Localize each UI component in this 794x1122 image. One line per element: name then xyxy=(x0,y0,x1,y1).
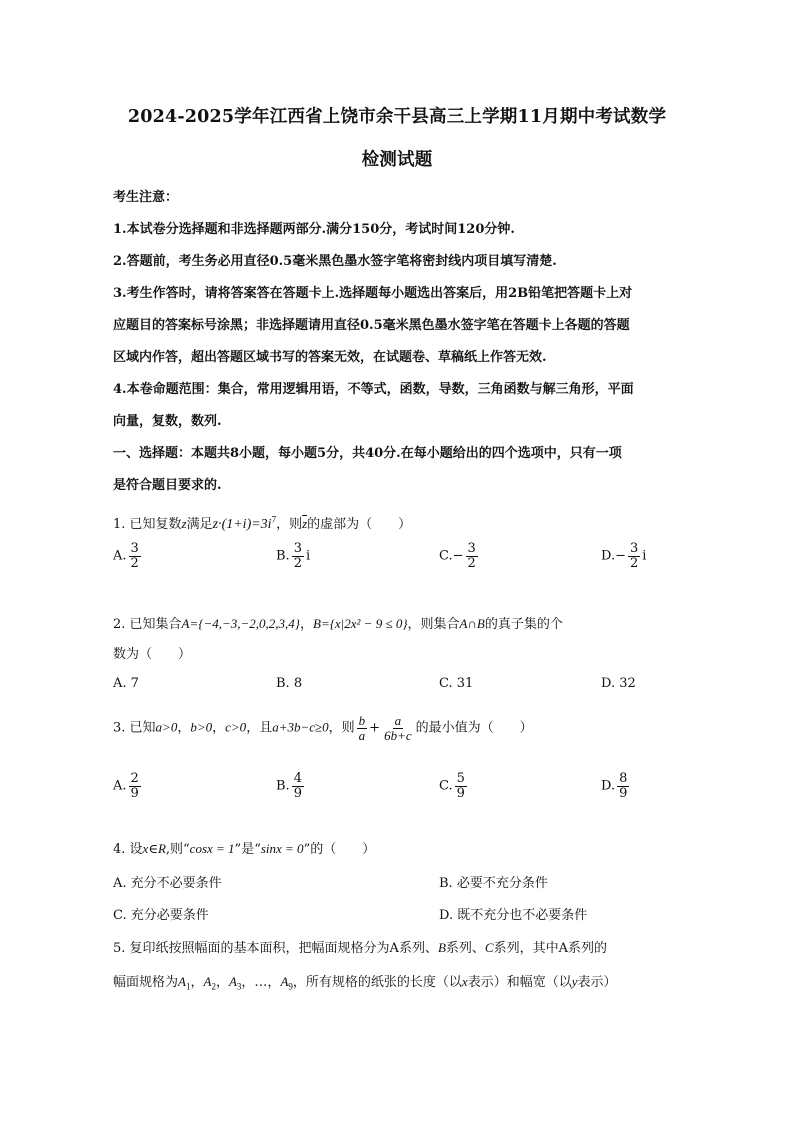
q1-option-b-fraction: $\frac{3}{2}$ xyxy=(293,541,302,571)
q4-option-a[interactable]: A. 充分不必要条件 xyxy=(113,876,222,891)
q1-equation: $z\cdot(1+i)=3i^7$ xyxy=(212,514,277,532)
question-4: 4. 设x∈R,则“cosx = 1”是“sinx = 0”的（ ） xyxy=(113,841,376,857)
question-5: 5. 复印纸按照幅面的基本面积，把幅面规格分为A系列、B系列、C系列，其中A系列的 xyxy=(113,940,608,956)
section-heading-line2: 是符合题目要求的. xyxy=(113,478,222,493)
q2-option-a[interactable]: A. 7 xyxy=(113,676,139,691)
q2-option-b[interactable]: B. 8 xyxy=(276,676,303,691)
q1-option-b[interactable]: B. $\frac{3}{2}$ i xyxy=(276,541,311,571)
notice-item-3: 3.考生作答时，请将答案答在答题卡上.选择题每小题选出答案后，用2B铅笔把答题卡上对 xyxy=(113,286,633,301)
q1-option-d[interactable]: D.− $\frac{3}{2}$ i xyxy=(601,541,647,571)
set-a: A={−4,−3,−2,0,2,3,4} xyxy=(181,616,300,631)
set-b: B={x|2x² − 9 ≤ 0} xyxy=(313,616,408,631)
q2-option-c[interactable]: C. 31 xyxy=(439,676,474,691)
q3-option-a[interactable]: A. $\frac{2}{9}$ xyxy=(113,771,139,801)
q4-option-c[interactable]: C. 充分必要条件 xyxy=(113,908,209,923)
q3-option-d[interactable]: D. $\frac{8}{9}$ xyxy=(601,771,628,801)
question-3: 3. 已知a>0，b>0，c>0，且a+3b−c≥0，则 $\frac{b}{a}$ + $\frac{a}{6b+c}$ 的最小值为（ ） xyxy=(113,713,533,743)
notice-item-3-cont2: 区域内作答，超出答题区域书写的答案无效，在试题卷、草稿纸上作答无效. xyxy=(113,350,547,365)
exam-title-line1: 2024-2025学年江西省上饶市余干县高三上学期11月期中考试数学 xyxy=(127,107,667,127)
notice-item-3-cont: 应题目的答案标号涂黑；非选择题请用直径0.5毫米黑色墨水签字笔在答题卡上各题的答题 xyxy=(113,318,630,333)
notice-item-4-cont: 向量，复数，数列. xyxy=(113,414,222,429)
q3-option-c[interactable]: C. $\frac{5}{9}$ xyxy=(439,771,465,801)
q1-option-c[interactable]: C.− $\frac{3}{2}$ xyxy=(439,541,476,571)
q4-option-b[interactable]: B. 必要不充分条件 xyxy=(439,876,548,891)
question-5-cont: 幅面规格为$A_1$，$A_2$，$A_3$，…，$A_9$，所有规格的纸张的长度（以x表示）和幅宽（以y表示） xyxy=(113,974,617,992)
q3-fraction-2: $\frac{a}{6b+c}$ xyxy=(384,713,412,743)
question-2-cont: 数为（ ） xyxy=(113,647,192,662)
notice-item-2: 2.答题前，考生务必用直径0.5毫米黑色墨水签字笔将密封线内项目填写清楚. xyxy=(113,254,557,269)
notice-heading: 考生注意： xyxy=(113,190,179,205)
q3-fraction-1: $\frac{b}{a}$ xyxy=(358,713,366,743)
q1-option-a-fraction: $\frac{3}{2}$ xyxy=(130,541,139,571)
q3-option-b[interactable]: B. $\frac{4}{9}$ xyxy=(276,771,302,801)
q4-option-d[interactable]: D. 既不充分也不必要条件 xyxy=(439,908,588,923)
q2-option-d[interactable]: D. 32 xyxy=(601,676,636,691)
section-heading-line1: 一、选择题：本题共8小题，每小题5分，共40分.在每小题给出的四个选项中，只有一项 xyxy=(113,446,622,461)
exam-title-line2: 检测试题 xyxy=(361,150,433,170)
q1-option-a[interactable]: A. $\frac{3}{2}$ xyxy=(113,541,139,571)
q1-option-d-fraction: $\frac{3}{2}$ xyxy=(630,541,639,571)
question-2: 2. 已知集合A={−4,−3,−2,0,2,3,4}，B={x|2x² − 9 ≤ 0}，则集合A∩B的真子集的个 xyxy=(113,616,563,632)
question-1: 1. 已知复数z满足$z\cdot(1+i)=3i^7$，则$\overline{z}$的虚部为（ ） xyxy=(113,514,412,532)
notice-item-1: 1.本试卷分选择题和非选择题两部分.满分150分，考试时间120分钟. xyxy=(113,222,515,237)
q1-option-c-fraction: $\frac{3}{2}$ xyxy=(467,541,476,571)
notice-item-4: 4.本卷命题范围：集合，常用逻辑用语，不等式，函数，导数，三角函数与解三角形，平面 xyxy=(113,382,634,397)
